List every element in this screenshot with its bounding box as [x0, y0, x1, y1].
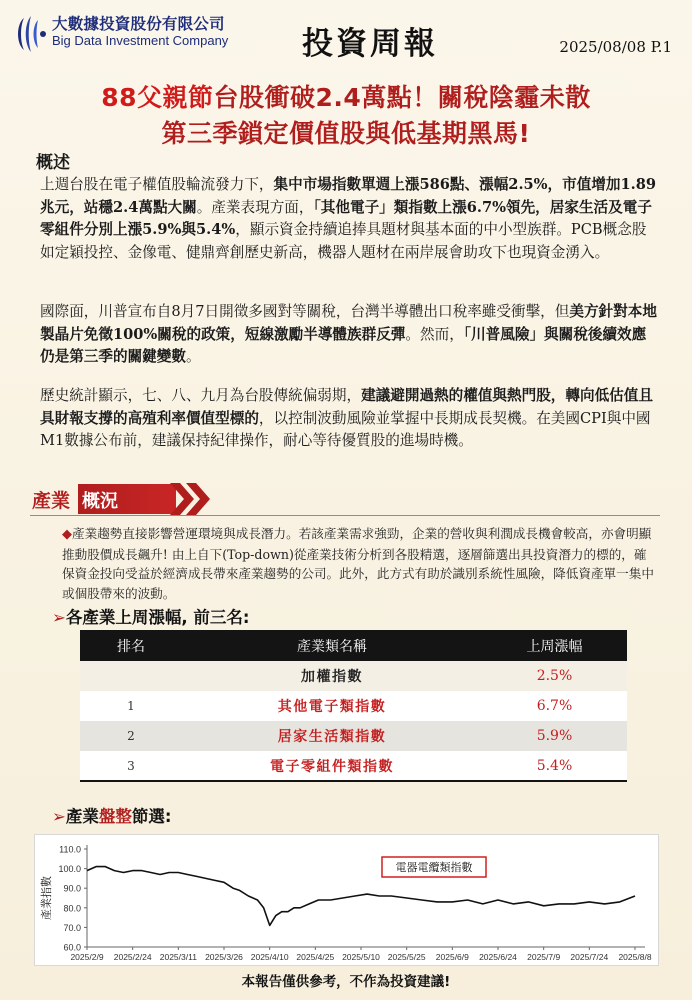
summary-paragraph-3 — [40, 385, 660, 453]
change-cell: 2.5% — [482, 661, 627, 691]
screening-heading-pre: 產業 — [65, 807, 99, 826]
table-row — [80, 661, 627, 691]
x-tick-label: 2025/2/24 — [113, 952, 152, 962]
x-tick-label: 2025/7/9 — [527, 952, 561, 962]
report-date-page: 2025/08/08 P.1 — [559, 38, 672, 56]
industry-note — [62, 524, 658, 603]
x-tick-label: 2025/4/10 — [250, 952, 289, 962]
arrow-bullet-icon: ➢ — [52, 807, 66, 826]
section-tag-left: 產業 — [32, 490, 71, 512]
industry-name-cell: 其他電子類指數 — [182, 691, 482, 721]
summary-label: 概述 — [36, 153, 70, 173]
y-tick-label: 70.0 — [63, 922, 81, 933]
x-tick-label: 2025/4/25 — [296, 952, 335, 962]
chart-svg — [35, 835, 660, 967]
section-tag-industry-overview — [30, 484, 190, 514]
company-logo — [14, 12, 239, 62]
emphasis-text: 「川普風險」與關稅後續效應仍是第三季的關鍵變數 — [40, 325, 647, 365]
body-text: 。然而， — [405, 325, 464, 343]
header-weekly-change: 上周漲幅 — [482, 630, 627, 661]
ranking-heading — [52, 604, 249, 628]
headline-line-1 — [0, 78, 692, 114]
industry-index-chart — [34, 834, 659, 966]
double-chevron-icon — [170, 483, 216, 515]
arrow-bullet-icon: ➢ — [52, 608, 66, 627]
x-tick-label: 2025/7/24 — [570, 952, 609, 962]
body-text: ，顯示資金持續追捧具題材與基本面的中小型族群。PCB概念股如定穎投控、金像電、健鼎齊創歷史新高，機器人題材在兩岸展會助攻下也現資金湧入。 — [40, 221, 647, 261]
table-row — [80, 751, 627, 781]
body-text: ，以控制波動風險並掌握中長期成長契機。在美國CPI與中國M1數據公布前，建議保持紀律操作，耐心等待優質股的進場時機。 — [40, 409, 651, 449]
report-title: 投資周報 — [302, 26, 438, 62]
headline-line-2: 第三季鎖定價值股與低基期黑馬! — [161, 119, 531, 148]
change-cell: 6.7% — [482, 691, 627, 721]
change-cell: 5.4% — [482, 751, 627, 781]
rank-cell: 3 — [80, 751, 182, 781]
disclaimer: 本報告僅供參考，不作為投資建議! — [241, 974, 451, 990]
body-text: 。 — [185, 348, 201, 365]
y-tick-label: 110.0 — [59, 844, 81, 855]
industry-name-cell: 居家生活類指數 — [182, 721, 482, 751]
y-tick-label: 60.0 — [63, 942, 81, 953]
headline-highlight: 88父親節 — [101, 83, 214, 112]
ranking-heading-text: 各產業上周漲幅, 前三名: — [65, 608, 250, 627]
legend-label: 電器電纜類指數 — [395, 861, 473, 874]
y-tick-label: 90.0 — [63, 883, 81, 894]
headline-line-1-text: 台股衝破2.4萬點！關稅陰霾未散 — [213, 83, 591, 112]
y-tick-label: 80.0 — [63, 903, 81, 914]
body-text: 國際面，川普宣布自8月7日開徵多國對等關稅，台灣半導體出口稅率雖受衝擊，但 — [40, 303, 570, 320]
industry-name-cell: 電子零組件類指數 — [182, 751, 482, 781]
x-tick-label: 2025/3/26 — [205, 952, 243, 962]
body-text: 上週台股在電子權值股輪流發力下， — [40, 176, 274, 193]
company-logo-icon — [14, 14, 48, 54]
emphasis-text: 「其他電子」類指數上漲6.7%領先，居家生活及電子零組件分別上漲5.9%與5.4% — [40, 198, 652, 238]
x-tick-label: 2025/6/9 — [435, 952, 469, 962]
x-tick-label: 2025/2/9 — [70, 952, 104, 962]
industry-note-text: 產業趨勢直接影響營運環境與成長潛力。若該產業需求強勁，企業的營收與利潤成長機會較高，亦會明顯推動股價成長飆升! 由上自下(Top-down)從產業技術分析到各股精選，逐層篩選出具投資潛力的標的，確保資金投向受益於經濟成長帶來產業趨勢的公司。此外，此方式有助於識別系統性風險，降低資產單一集中或個股帶來的波動。 — [62, 526, 654, 601]
summary-paragraph-1 — [40, 174, 660, 264]
body-text: 。產業表現方面， — [196, 198, 314, 216]
screening-heading-post: 節選: — [131, 807, 172, 826]
screening-heading — [52, 803, 171, 827]
x-tick-label: 2025/5/10 — [342, 952, 380, 962]
table-row — [80, 721, 627, 751]
section-divider — [30, 515, 660, 516]
diamond-bullet-icon: ◆ — [62, 527, 72, 542]
table-header-row — [80, 630, 627, 661]
body-text: 歷史統計顯示，七、八、九月為台股傳統偏弱期， — [40, 387, 362, 404]
table-row — [80, 691, 627, 721]
y-tick-label: 100.0 — [58, 864, 81, 875]
y-axis-label: 產業指數 — [40, 876, 53, 920]
header-rank: 排名 — [80, 630, 182, 661]
summary-paragraph-2 — [40, 301, 660, 369]
header-industry-name: 產業類名稱 — [182, 630, 482, 661]
screening-heading-highlight: 盤整 — [98, 807, 132, 826]
emphasis-text: 集中市場指數單週上漲586點、漲幅2.5%，市值增加1.89兆元，站穩2.4萬點大關 — [40, 176, 657, 216]
ranking-table — [80, 630, 627, 782]
x-tick-label: 2025/5/25 — [387, 952, 426, 962]
company-name-en: Big Data Investment Company — [52, 33, 229, 48]
x-tick-label: 2025/3/11 — [159, 952, 197, 962]
x-tick-label: 2025/6/24 — [479, 952, 517, 962]
change-cell: 5.9% — [482, 721, 627, 751]
emphasis-text: 美方針對本地製晶片免徵100%關稅的政策，短線激勵半導體族群反彈 — [40, 303, 657, 343]
company-name-cn: 大數據投資股份有限公司 — [52, 15, 225, 33]
rank-cell — [80, 661, 182, 691]
emphasis-text: 建議避開過熱的權值與熱門股，轉向低估值且具財報支撐的高殖利率價值型標的 — [40, 387, 653, 427]
section-tag-right: 概況 — [82, 491, 118, 512]
rank-cell: 1 — [80, 691, 182, 721]
rank-cell: 2 — [80, 721, 182, 751]
x-tick-label: 2025/8/8 — [618, 952, 652, 962]
series-line — [87, 867, 635, 926]
industry-name-cell: 加權指數 — [182, 661, 482, 691]
